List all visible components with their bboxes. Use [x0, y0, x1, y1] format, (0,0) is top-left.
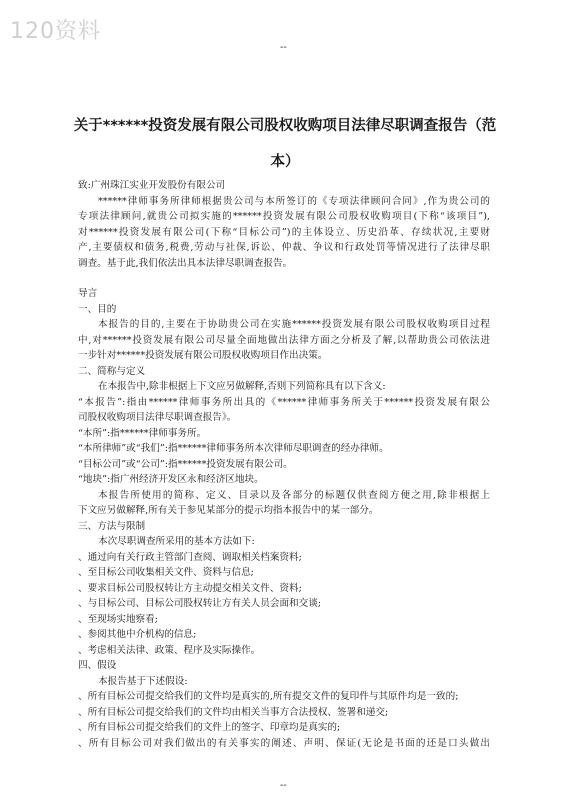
- footer-mark: --: [280, 780, 287, 791]
- definition-line: “目标公司”或“公司”:指******投资发展有限公司。: [78, 458, 293, 470]
- definitions-intro: 在本报告中,除非根据上下文应另做解释,否则下列简称具有以下含义:: [98, 381, 386, 392]
- purpose-line: 一步针对******投资发展有限公司股权收购项目作出决策。: [78, 350, 328, 361]
- assumptions-intro: 本报告基于下述假设:: [98, 675, 188, 687]
- intro-line: ******律师事务所律师根据贵公司与本所签订的《专项法律顾问合同》,作为贵公司的: [98, 195, 490, 207]
- header-mark: --: [280, 42, 287, 53]
- title-line-1: 关于******投资发展有限公司股权收购项目法律尽职调查报告（范: [73, 118, 497, 134]
- section-heading-purpose: 一、目的: [78, 303, 117, 315]
- definition-line: “本所律师”或“我们”:指******律师事务所本次律师尽职调查的经办律师。: [78, 443, 389, 454]
- method-item: 、至现场实地察看;: [78, 613, 158, 625]
- definition-line: 司股权收购项目法律尽职调查报告》。: [78, 412, 237, 423]
- definition-line: “地块”:指广州经济开发区永和经济区地块。: [78, 474, 264, 485]
- methods-intro: 本次尽职调查所采用的基本方法如下:: [98, 536, 255, 547]
- spacer: [78, 271, 490, 286]
- section-heading-assumptions: 四、假设: [78, 660, 117, 671]
- intro-line: 专项法律顾问,就贵公司拟实施的******投资发展有限公司股权收购项目(下称“该项目”),: [78, 211, 490, 222]
- method-item: 、要求目标公司股权转让方主动提交相关文件、资料;: [78, 582, 302, 594]
- definition-line: “本报告”:指由******律师事务所出具的《******律师事务所关于******投资发展有限公: [78, 396, 490, 408]
- guide-heading: 导言: [78, 288, 98, 299]
- method-item: 、至目标公司收集相关文件、资料与信息;: [78, 567, 254, 578]
- title-line-2: 本）: [270, 154, 300, 170]
- definition-line: “本所”:指******律师事务所。: [78, 427, 207, 439]
- intro-line: 对******投资发展有限公司(下称“目标公司”)的主体设立、历史沿革、存续状况,主要财: [78, 226, 490, 238]
- section-heading-methods: 三、方法与限制: [78, 520, 146, 532]
- method-item: 、参阅其他中介机构的信息;: [78, 629, 197, 640]
- document-title: [70, 108, 500, 180]
- addressee: 致:广州珠江实业开发股份有限公司: [78, 180, 226, 191]
- method-item: 、通过向有关行政主管部门查阅、调取相关档案资料;: [78, 551, 302, 563]
- intro-line: 调查。基于此,我们依法出具本法律尽职调查报告。: [78, 257, 293, 269]
- intro-line: 产,主要债权和债务,税费,劳动与社保,诉讼、仲裁、争议和行政处罚等情况进行了法律尽职: [78, 242, 490, 253]
- assumption-item: 、所有目标公司提交给我们的文件均由相关当事方合法授权、签署和递交;: [78, 706, 389, 718]
- assumption-item: 、所有目标公司提交给我们的文件均是真实的,所有提交文件的复印件与其原件均是一致的;: [78, 691, 459, 702]
- assumption-item: 、所有目标公司提交给我们的文件上的签字、印章均是真实的;: [78, 722, 341, 733]
- purpose-line: 本报告的目的,主要在于协助贵公司在实施******投资发展有限公司股权收购项目过程: [98, 319, 490, 330]
- watermark-logo: 120资料: [10, 19, 101, 44]
- method-item: 、考虑相关法律、政策、程序及实际操作。: [78, 644, 261, 656]
- definitions-note: 本报告所使用的简称、定义、目录以及各部分的标题仅供查阅方便之用,除非根据上: [98, 489, 490, 501]
- method-item: 、与目标公司、目标公司股权转让方有关人员会面和交谈;: [78, 598, 322, 609]
- purpose-line: 中,对******投资发展有限公司尽量全面地做出法律方面之分析及了解,以帮助贵公司依法进: [78, 334, 490, 346]
- document-body: [78, 178, 490, 751]
- assumption-item: 、所有目标公司对我们做出的有关事实的阐述、声明、保证(无论是书面的还是口头做出: [78, 737, 490, 749]
- definitions-note: 下文应另做解释,所有关于参见某部分的提示均指本报告中的某一部分。: [78, 505, 379, 516]
- section-heading-definitions: 二、简称与定义: [78, 365, 146, 377]
